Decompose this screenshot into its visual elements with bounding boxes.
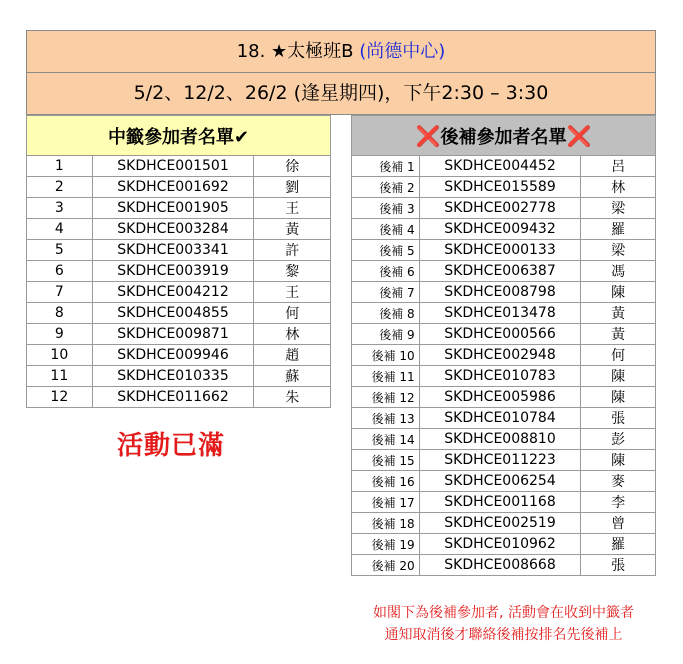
table-row: [27, 177, 331, 198]
row-number: 11: [27, 366, 93, 387]
row-number: 4: [27, 219, 93, 240]
member-surname: 林: [581, 177, 656, 198]
member-surname: 梁: [581, 198, 656, 219]
table-row: [27, 324, 331, 345]
member-surname: 黃: [581, 303, 656, 324]
row-number: 後補 11: [352, 366, 420, 387]
member-surname: 麥: [581, 471, 656, 492]
table-row: [352, 303, 656, 324]
member-surname: 朱: [254, 387, 331, 408]
member-surname: 何: [254, 303, 331, 324]
cross-icon: ❌: [415, 123, 441, 148]
table-row: [27, 345, 331, 366]
member-surname: 彭: [581, 429, 656, 450]
table-row: [27, 198, 331, 219]
member-id: SKDHCE004452: [419, 156, 581, 177]
member-surname: 蘇: [254, 366, 331, 387]
member-surname: 呂: [581, 156, 656, 177]
member-surname: 羅: [581, 219, 656, 240]
member-id: SKDHCE006254: [419, 471, 581, 492]
row-number: 7: [27, 282, 93, 303]
member-surname: 黃: [254, 219, 331, 240]
member-id: SKDHCE011662: [92, 387, 254, 408]
member-id: SKDHCE002948: [419, 345, 581, 366]
member-surname: 羅: [581, 534, 656, 555]
member-id: SKDHCE003919: [92, 261, 254, 282]
member-surname: 劉: [254, 177, 331, 198]
member-surname: 張: [581, 555, 656, 576]
member-id: SKDHCE010962: [419, 534, 581, 555]
row-number: 2: [27, 177, 93, 198]
table-row: [352, 471, 656, 492]
selected-caption-text: 中籤參加者名單: [107, 126, 234, 148]
table-row: [352, 450, 656, 471]
class-title: [26, 30, 656, 73]
member-surname: 林: [254, 324, 331, 345]
table-row: [352, 345, 656, 366]
row-number: 後補 15: [352, 450, 420, 471]
member-id: SKDHCE013478: [419, 303, 581, 324]
member-surname: 王: [254, 282, 331, 303]
member-id: SKDHCE004855: [92, 303, 254, 324]
table-row: [352, 219, 656, 240]
row-number: 後補 19: [352, 534, 420, 555]
class-title-text: 18. ★太極班B: [236, 41, 360, 62]
row-number: 後補 3: [352, 198, 420, 219]
member-surname: 李: [581, 492, 656, 513]
row-number: 6: [27, 261, 93, 282]
waitlist-caption-text: 後補參加者名單: [440, 126, 567, 148]
row-number: 12: [27, 387, 93, 408]
class-header: [26, 30, 656, 115]
member-id: SKDHCE000566: [419, 324, 581, 345]
event-full-label: 活動已滿: [117, 431, 226, 461]
waitlist-caption: [352, 116, 656, 156]
table-row: [352, 261, 656, 282]
waitlist-note: [351, 602, 656, 646]
table-row: [352, 429, 656, 450]
member-id: SKDHCE010784: [419, 408, 581, 429]
member-id: SKDHCE009432: [419, 219, 581, 240]
member-surname: 馮: [581, 261, 656, 282]
row-number: 後補 13: [352, 408, 420, 429]
member-id: SKDHCE005986: [419, 387, 581, 408]
row-number: 後補 5: [352, 240, 420, 261]
row-number: 5: [27, 240, 93, 261]
table-row: [352, 240, 656, 261]
member-id: SKDHCE000133: [419, 240, 581, 261]
table-row: [27, 303, 331, 324]
member-id: SKDHCE008810: [419, 429, 581, 450]
member-id: SKDHCE001905: [92, 198, 254, 219]
row-number: 後補 4: [352, 219, 420, 240]
table-row: [352, 534, 656, 555]
class-schedule: 5/2、12/2、26/2 (逢星期四)，下午2:30 – 3:30: [26, 73, 656, 115]
member-id: SKDHCE001692: [92, 177, 254, 198]
member-id: SKDHCE004212: [92, 282, 254, 303]
row-number: 後補 6: [352, 261, 420, 282]
table-row: [27, 261, 331, 282]
row-number: 後補 10: [352, 345, 420, 366]
member-surname: 徐: [254, 156, 331, 177]
selected-caption: [27, 116, 331, 156]
table-row: [27, 282, 331, 303]
venue-text: (尚德中心): [359, 41, 446, 62]
table-row: [352, 324, 656, 345]
row-number: 後補 12: [352, 387, 420, 408]
selected-participants-table: [26, 115, 331, 408]
table-row: [352, 513, 656, 534]
member-surname: 陳: [581, 366, 656, 387]
member-surname: 陳: [581, 450, 656, 471]
row-number: 後補 20: [352, 555, 420, 576]
member-surname: 陳: [581, 282, 656, 303]
table-row: [27, 387, 331, 408]
member-id: SKDHCE003341: [92, 240, 254, 261]
member-id: SKDHCE003284: [92, 219, 254, 240]
member-id: SKDHCE008668: [419, 555, 581, 576]
cross-icon: ❌: [566, 123, 592, 148]
row-number: 後補 14: [352, 429, 420, 450]
row-number: 後補 7: [352, 282, 420, 303]
member-id: SKDHCE015589: [419, 177, 581, 198]
table-row: [352, 282, 656, 303]
table-row: [352, 408, 656, 429]
row-number: 後補 8: [352, 303, 420, 324]
member-surname: 梁: [581, 240, 656, 261]
table-row: [352, 198, 656, 219]
row-number: 8: [27, 303, 93, 324]
row-number: 10: [27, 345, 93, 366]
table-row: [352, 387, 656, 408]
member-id: SKDHCE008798: [419, 282, 581, 303]
table-row: [352, 177, 656, 198]
table-row: [352, 492, 656, 513]
row-number: 後補 2: [352, 177, 420, 198]
row-number: 後補 18: [352, 513, 420, 534]
row-number: 後補 9: [352, 324, 420, 345]
member-id: SKDHCE010335: [92, 366, 254, 387]
member-surname: 王: [254, 198, 331, 219]
table-row: [352, 366, 656, 387]
member-surname: 陳: [581, 387, 656, 408]
member-surname: 趙: [254, 345, 331, 366]
table-row: [27, 240, 331, 261]
member-surname: 黃: [581, 324, 656, 345]
row-number: 1: [27, 156, 93, 177]
note-line-2: 通知取消後才聯絡後補按排名先後補上: [384, 627, 623, 643]
member-id: SKDHCE001501: [92, 156, 254, 177]
row-number: 後補 1: [352, 156, 420, 177]
member-surname: 曾: [581, 513, 656, 534]
row-number: 後補 16: [352, 471, 420, 492]
member-id: SKDHCE011223: [419, 450, 581, 471]
row-number: 3: [27, 198, 93, 219]
member-id: SKDHCE009871: [92, 324, 254, 345]
member-id: SKDHCE009946: [92, 345, 254, 366]
member-id: SKDHCE001168: [419, 492, 581, 513]
check-icon: ✔: [233, 126, 250, 148]
member-surname: 何: [581, 345, 656, 366]
row-number: 後補 17: [352, 492, 420, 513]
member-id: SKDHCE002778: [419, 198, 581, 219]
member-id: SKDHCE002519: [419, 513, 581, 534]
table-row: [27, 219, 331, 240]
row-number: 9: [27, 324, 93, 345]
member-id: SKDHCE010783: [419, 366, 581, 387]
waitlist-participants-table: [351, 115, 656, 576]
member-surname: 許: [254, 240, 331, 261]
table-row: [27, 156, 331, 177]
member-id: SKDHCE006387: [419, 261, 581, 282]
table-row: [27, 366, 331, 387]
note-line-1: 如閣下為後補參加者, 活動會在收到中籤者: [373, 605, 634, 621]
table-row: [352, 156, 656, 177]
table-row: [352, 555, 656, 576]
member-surname: 張: [581, 408, 656, 429]
member-surname: 黎: [254, 261, 331, 282]
